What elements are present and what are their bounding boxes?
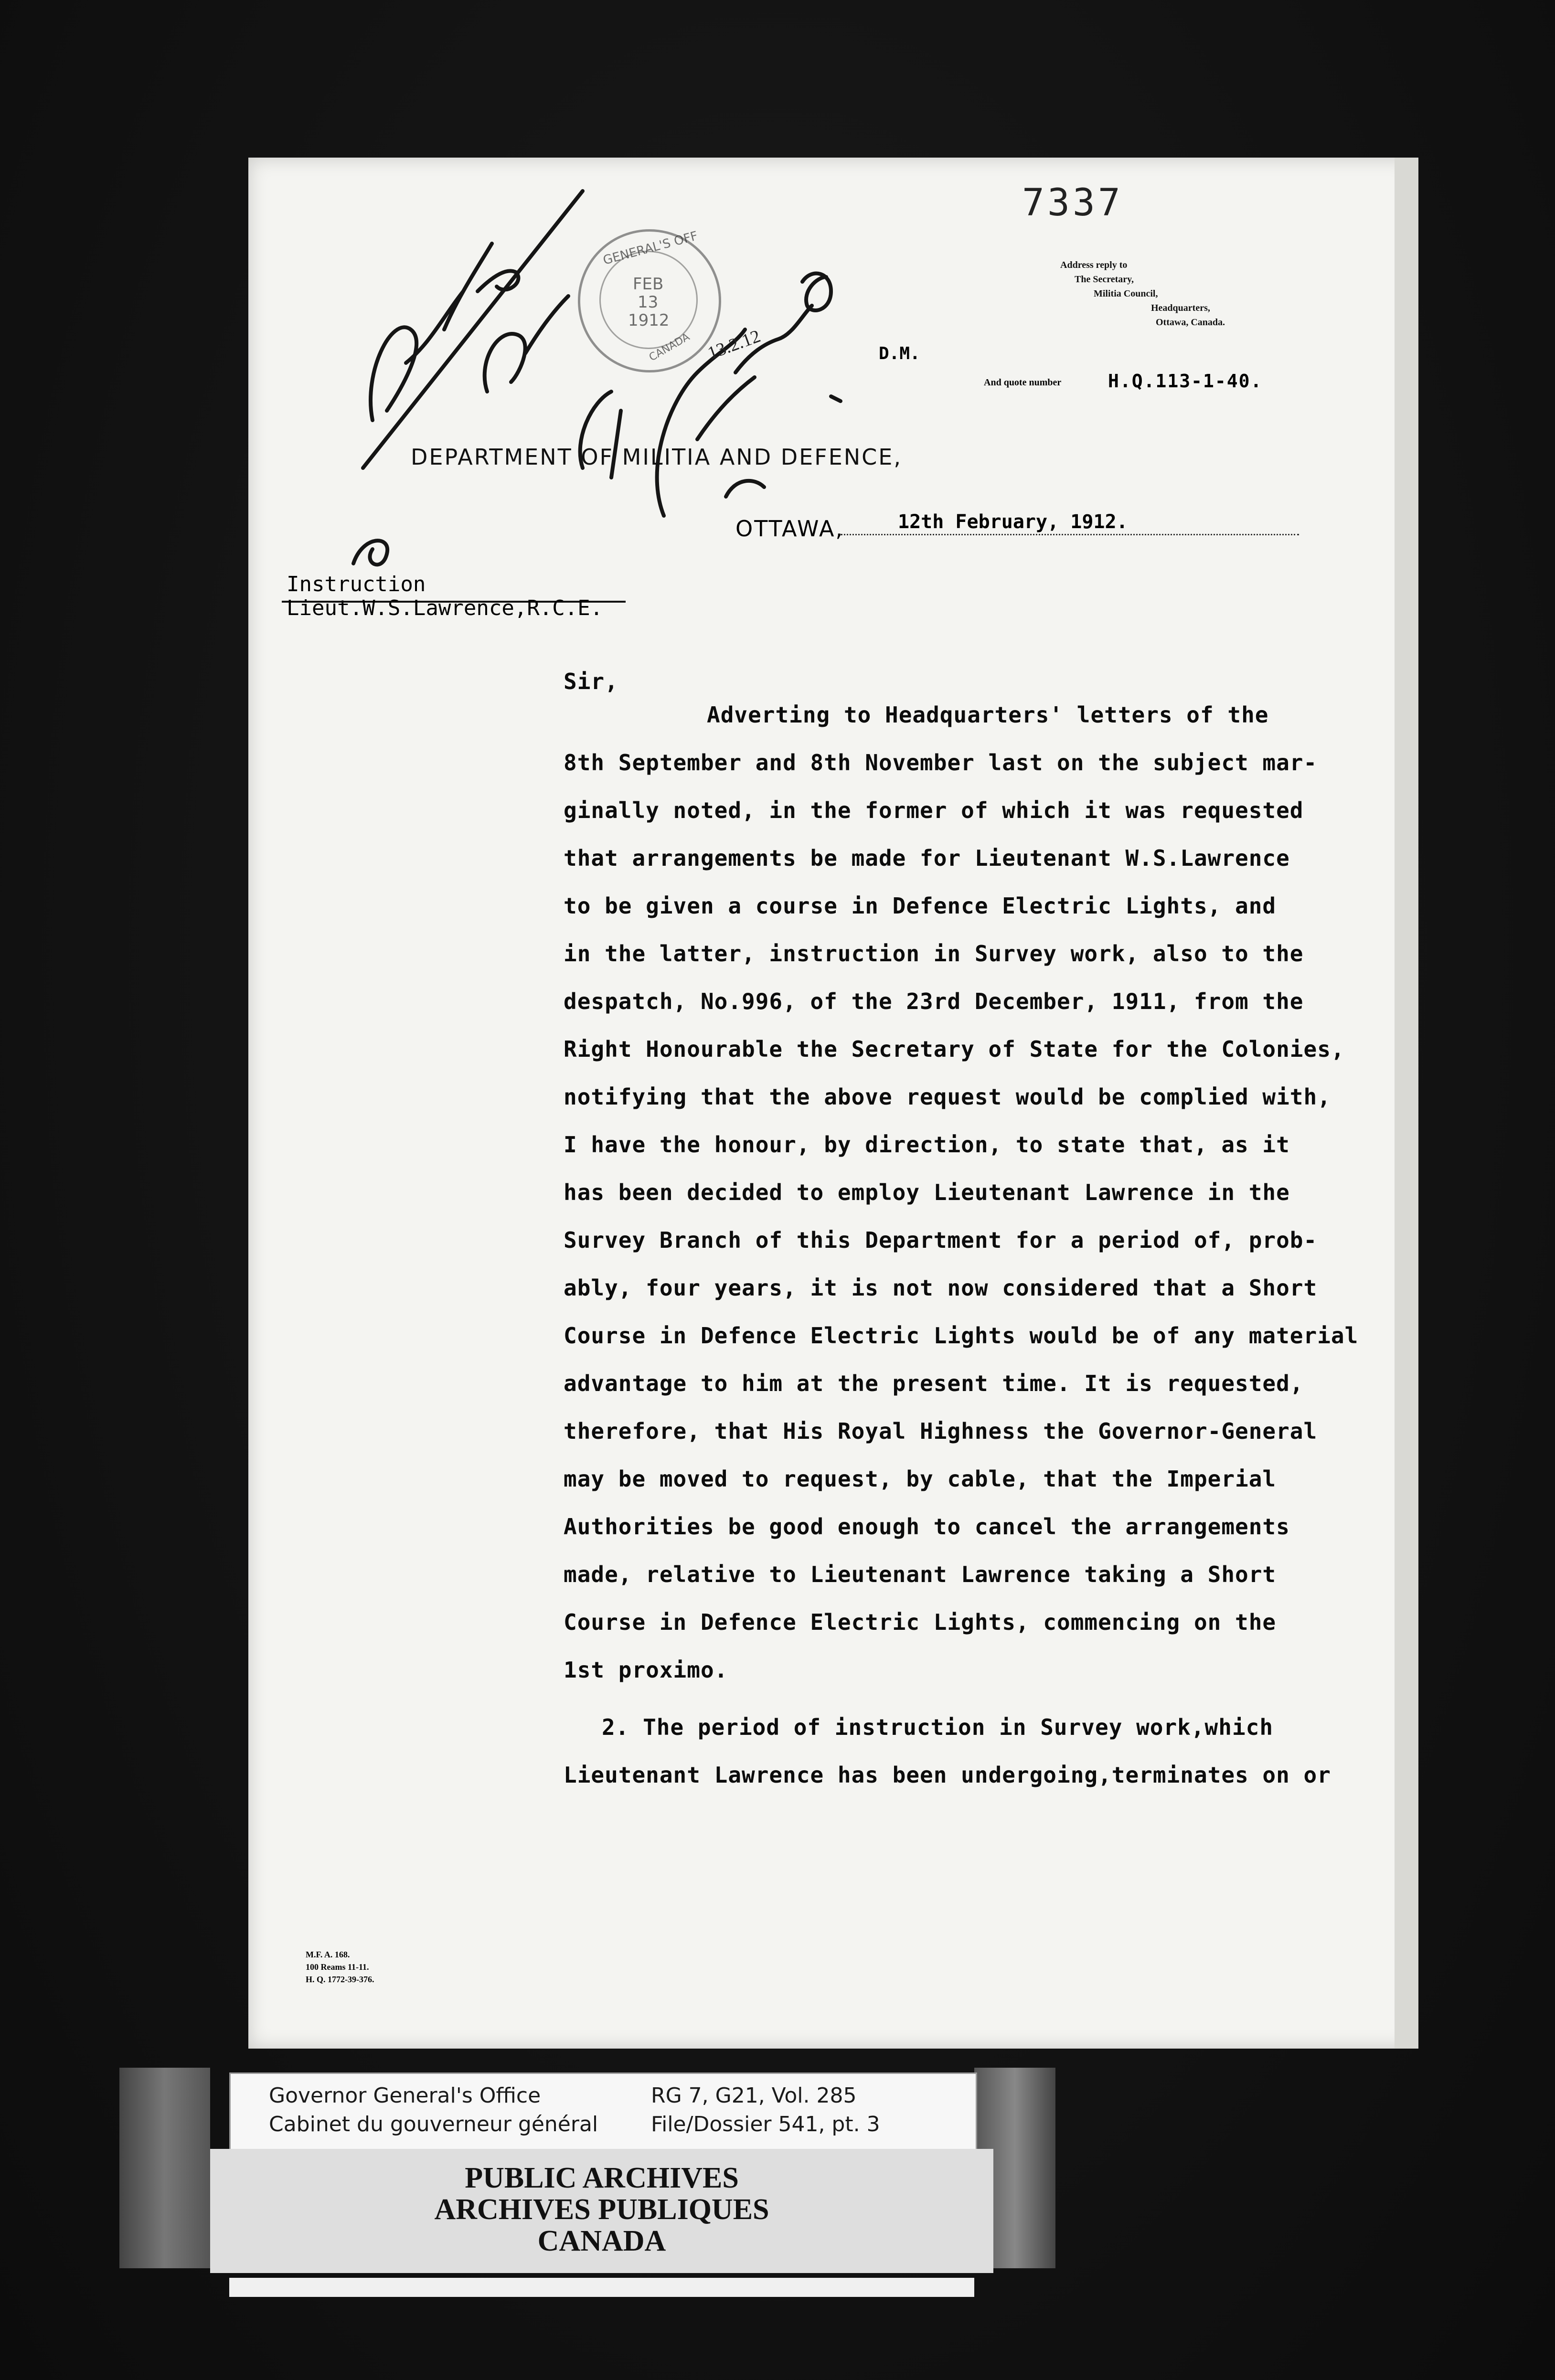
body-line: that arrangements be made for Lieutenant W.S.Lawrence	[564, 845, 1290, 871]
stamp-month: FEB	[633, 275, 664, 294]
body-line: 2. The period of instruction in Survey work,which	[602, 1714, 1274, 1740]
address-reply-line-4: Headquarters,	[1151, 303, 1210, 313]
body-line: Survey Branch of this Department for a period of, prob-	[564, 1227, 1318, 1253]
body-line: therefore, that His Royal Highness the Governor-General	[564, 1418, 1318, 1444]
body-line: advantage to him at the present time. It is requested,	[564, 1371, 1304, 1396]
body-line: Adverting to Headquarters' letters of the	[707, 702, 1269, 728]
office-name-french: Cabinet du gouverneur général	[269, 2112, 598, 2136]
address-reply-line-3: Militia Council,	[1094, 288, 1158, 299]
address-reply-line-1: Address reply to	[1060, 260, 1128, 270]
body-line: may be moved to request, by cable, that the Imperial	[564, 1466, 1277, 1492]
body-line: Course in Defence Electric Lights, commencing on the	[564, 1609, 1277, 1635]
dm-mark: D.M.	[879, 344, 920, 363]
handwriting-annotations	[334, 172, 907, 573]
stamp-day: 13	[638, 293, 659, 312]
department-heading: DEPARTMENT OF MILITIA AND DEFENCE,	[411, 444, 902, 470]
salutation: Sir,	[564, 669, 618, 694]
film-strip-left	[119, 2068, 210, 2268]
body-line: I have the honour, by direction, to state that, as it	[564, 1132, 1290, 1158]
body-line: notifying that the above request would be complied with,	[564, 1084, 1331, 1110]
body-line: Authorities be good enough to cancel the arrangements	[564, 1514, 1290, 1540]
subject-title: Instruction	[287, 572, 426, 596]
body-line: ably, four years, it is not now considered that a Short	[564, 1275, 1318, 1301]
body-line: Course in Defence Electric Lights would be of any material	[564, 1323, 1359, 1349]
body-line: ginally noted, in the former of which it was requested	[564, 797, 1304, 823]
body-line: in the latter, instruction in Survey work, also to the	[564, 941, 1304, 967]
body-line: Right Honourable the Secretary of State for the Colonies,	[564, 1036, 1345, 1062]
stamp-text-top: GENERAL'S OFF	[601, 229, 700, 268]
office-name-english: Governor General's Office	[269, 2083, 541, 2108]
archives-line-2: ARCHIVES PUBLIQUES	[434, 2193, 769, 2226]
subject-name: Lieut.W.S.Lawrence,R.C.E.	[287, 596, 603, 620]
file-reference: File/Dossier 541, pt. 3	[651, 2112, 880, 2136]
document-number: 7337	[1022, 181, 1123, 224]
date-rule	[841, 534, 1299, 535]
stamp-year: 1912	[628, 311, 670, 330]
body-line: has been decided to employ Lieutenant Lawrence in the	[564, 1179, 1290, 1205]
form-note-line-2: 100 Reams 11-11.	[306, 1962, 369, 1972]
archives-line-3: CANADA	[537, 2225, 666, 2257]
body-line: 1st proximo.	[564, 1657, 728, 1683]
body-line: 8th September and 8th November last on the subject mar-	[564, 750, 1318, 776]
page-edge	[1395, 158, 1418, 2049]
form-note-line-1: M.F. A. 168.	[306, 1950, 350, 1959]
body-line: Lieutenant Lawrence has been undergoing,terminates on or	[564, 1762, 1331, 1788]
handwritten-date: 13.2.12	[705, 326, 763, 364]
body-line: despatch, No.996, of the 23rd December, 1911, from the	[564, 988, 1304, 1014]
body-line: made, relative to Lieutenant Lawrence taking a Short	[564, 1562, 1277, 1587]
letter-date: 12th February, 1912.	[898, 511, 1128, 533]
archives-line-1: PUBLIC ARCHIVES	[465, 2162, 739, 2194]
quote-number-label: And quote number	[984, 377, 1062, 388]
label-bottom-strip	[229, 2278, 974, 2297]
city: OTTAWA,	[735, 516, 844, 542]
archives-stamp-label	[210, 2149, 993, 2273]
address-reply-line-5: Ottawa, Canada.	[1156, 317, 1225, 328]
form-note-line-3: H. Q. 1772-39-376.	[306, 1975, 374, 1984]
archive-reference-label	[229, 2072, 977, 2152]
body-line: to be given a course in Defence Electric Lights, and	[564, 893, 1277, 919]
record-group-reference: RG 7, G21, Vol. 285	[651, 2083, 857, 2108]
stamp-text-bottom: CANADA	[647, 331, 692, 364]
address-reply-line-2: The Secretary,	[1075, 274, 1134, 285]
quote-number: H.Q.113-1-40.	[1108, 371, 1263, 392]
